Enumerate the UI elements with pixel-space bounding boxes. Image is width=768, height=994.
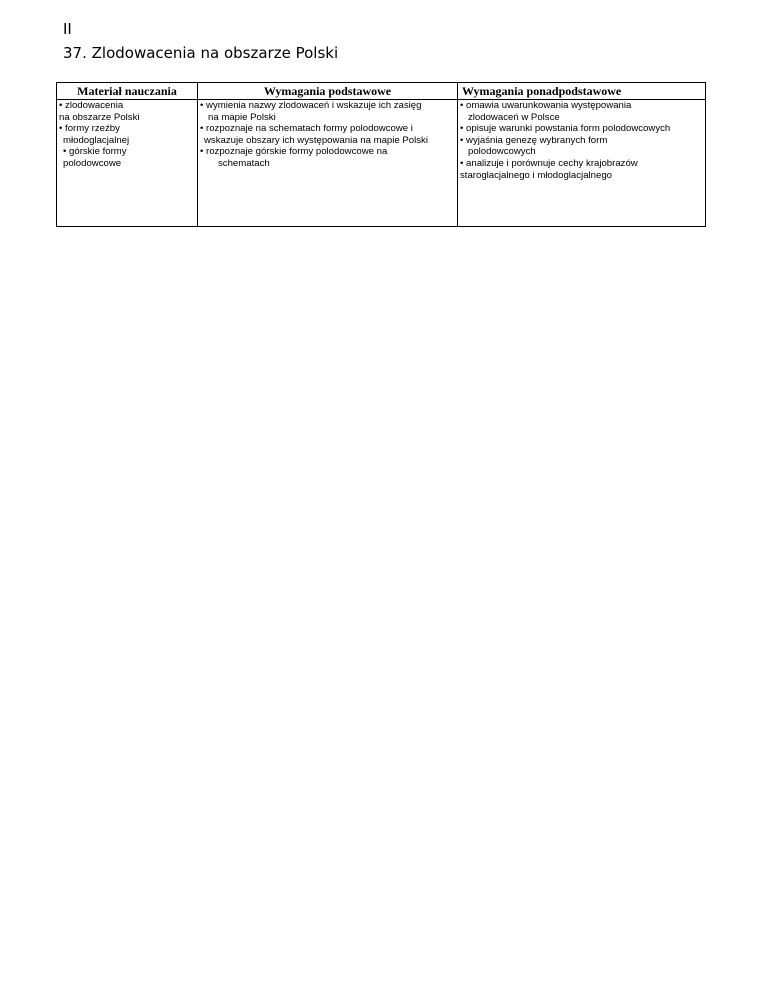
list-item: • formy rzeźby — [59, 123, 120, 135]
list-item: • opisuje warunki powstania form polodowcowych — [460, 123, 671, 135]
list-item: • omawia uwarunkowania występowania — [460, 100, 632, 111]
requirements-table — [56, 82, 706, 227]
list-item: młodoglacjalnej — [63, 134, 130, 146]
list-item: zlodowaceń w Polsce — [468, 111, 560, 123]
section-title: 37. Zlodowacenia na obszarze Polski — [63, 44, 339, 62]
list-item: staroglacjalnego i młodoglacjalnego — [460, 169, 613, 181]
part-label: II — [63, 20, 72, 38]
list-item: • górskie formy — [63, 146, 127, 158]
column-header-extended-requirements: Wymagania ponadpodstawowe — [458, 83, 706, 100]
column-header-basic-requirements: Wymagania podstawowe — [198, 83, 458, 100]
cell-basic-requirements — [198, 100, 458, 227]
table-row — [57, 100, 706, 227]
list-item: • wymienia nazwy zlodowaceń i wskazuje ich zasięg — [200, 100, 422, 111]
list-item: • wyjaśnia genezę wybranych form — [460, 134, 608, 146]
column-header-material: Materiał nauczania — [57, 83, 198, 100]
list-item: na mapie Polski — [208, 111, 276, 123]
list-item: polodowcowe — [63, 157, 122, 169]
table-header-row — [57, 83, 706, 100]
list-item: wskazuje obszary ich występowania na mapie Polski — [204, 134, 428, 146]
list-item: polodowcowych — [468, 146, 536, 158]
cell-extended-requirements — [458, 100, 706, 227]
cell-material — [57, 100, 198, 227]
list-item: • analizuje i porównuje cechy krajobrazów — [460, 157, 638, 169]
list-item: na obszarze Polski — [59, 111, 140, 123]
list-item: • rozpoznaje na schematach formy polodowcowe i — [200, 123, 413, 135]
list-item: schematach — [218, 157, 270, 169]
list-item: • rozpoznaje górskie formy polodowcowe na — [200, 146, 388, 158]
list-item: • zlodowacenia — [59, 100, 124, 111]
